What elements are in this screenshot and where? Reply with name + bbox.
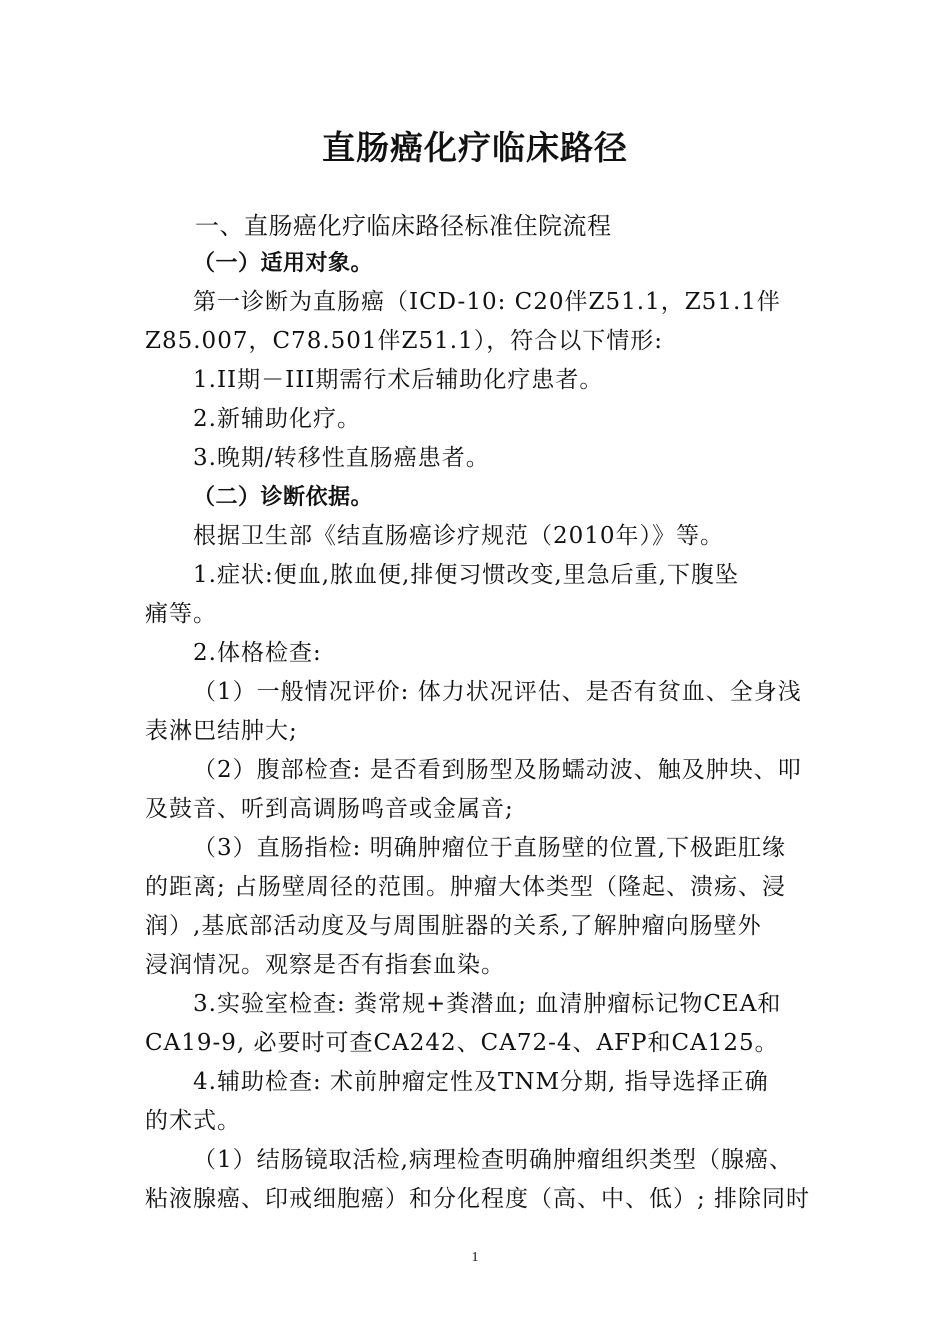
- page-number: 1: [471, 1250, 479, 1265]
- list-item: 4.辅助检查: 术前肿瘤定性及TNM分期, 指导选择正确: [193, 1069, 769, 1095]
- paragraph-line: 浸润情况。观察是否有指套血染。: [145, 952, 505, 978]
- paragraph-line: Z85.007，C78.501伴Z51.1），符合以下情形:: [145, 328, 663, 354]
- list-item: （3）直肠指检: 明确肿瘤位于直肠壁的位置,下极距肛缘: [193, 835, 787, 861]
- list-item: 3.晚期/转移性直肠癌患者。: [193, 445, 490, 471]
- list-item: （2）腹部检查: 是否看到肠型及肠蠕动波、触及肿块、叩: [193, 757, 802, 783]
- list-item: 1.症状:便血,脓血便,排便习惯改变,里急后重,下腹坠: [193, 562, 739, 588]
- paragraph-line: CA19-9, 必要时可查CA242、CA72-4、AFP和CA125。: [145, 1030, 779, 1056]
- list-item: 3.实验室检查: 粪常规+粪潜血; 血清肿瘤标记物CEA和: [193, 991, 782, 1017]
- list-item: 2.新辅助化疗。: [193, 406, 361, 432]
- section-heading: 一、直肠癌化疗临床路径标准住院流程: [195, 212, 612, 240]
- list-item: （1）结肠镜取活检,病理检查明确肿瘤组织类型（腺癌、: [193, 1147, 793, 1173]
- paragraph-line: 粘液腺癌、印戒细胞癌）和分化程度（高、中、低）; 排除同时: [145, 1186, 811, 1212]
- paragraph-line: 表淋巴结肿大;: [145, 718, 298, 744]
- list-item: 2.体格检查:: [193, 640, 322, 666]
- paragraph-line: 第一诊断为直肠癌（ICD-10: C20伴Z51.1，Z51.1伴: [193, 289, 781, 315]
- paragraph-line: 的距离; 占肠壁周径的范围。肿瘤大体类型（隆起、溃疡、浸: [145, 874, 787, 900]
- subsection-heading: （一）适用对象。: [193, 251, 374, 276]
- paragraph-line: 及鼓音、听到高调肠鸣音或金属音;: [145, 796, 514, 822]
- subsection-heading: （二）诊断依据。: [193, 485, 374, 510]
- list-item: （1）一般情况评价: 体力状况评估、是否有贫血、全身浅: [193, 679, 802, 705]
- paragraph-line: 根据卫生部《结直肠癌诊疗规范（2010年）》等。: [193, 523, 725, 549]
- paragraph-line: 痛等。: [145, 601, 217, 627]
- paragraph-line: 润）,基底部活动度及与周围脏器的关系,了解肿瘤向肠壁外: [145, 913, 762, 939]
- list-item: 1.II期－III期需行术后辅助化疗患者。: [193, 367, 604, 393]
- paragraph-line: 的术式。: [145, 1108, 241, 1134]
- document-title: 直肠癌化疗临床路径: [322, 128, 628, 167]
- document-body: [145, 208, 811, 1219]
